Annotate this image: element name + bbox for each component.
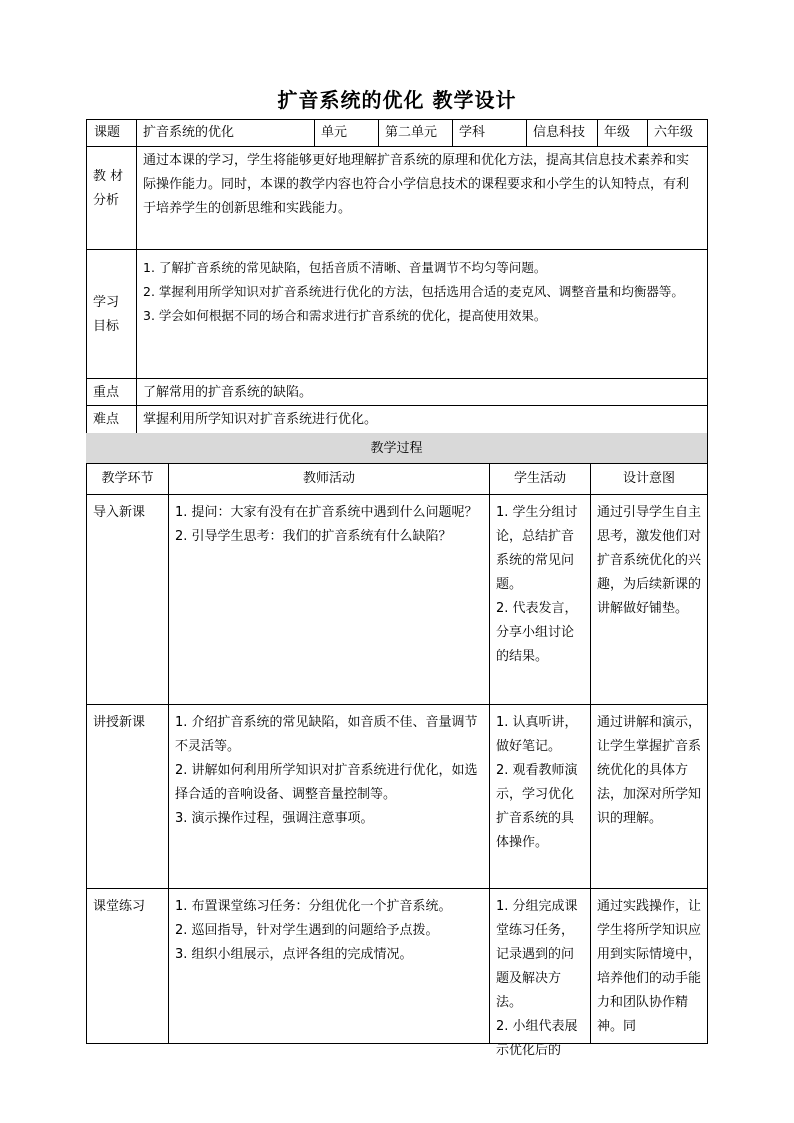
student-activity-cell [490,894,590,1058]
header-intent: 设计意图 [622,471,675,486]
teacher-activity-item: 1. 布置课堂练习任务：分组优化一个扩音系统。 [175,899,452,914]
learning-goal-item: 2. 掌握利用所学知识对扩音系统进行优化的方法，包括选用合适的麦克风、调整音量和均衡器等。 [143,284,684,299]
learning-goals-list [137,255,707,329]
subject-label: 学科 [459,125,486,140]
stage-cell: 课堂练习 [93,899,146,914]
student-activity-item: 1. 学生分组讨论，总结扩音系统的常见问题。 [496,505,578,592]
header-stage: 教学环节 [101,471,154,486]
student-activity-item: 2. 代表发言，分享小组讨论的结果。 [496,601,578,664]
material-analysis-text: 通过本课的学习，学生将能够更好地理解扩音系统的原理和优化方法，提高其信息技术素养和实际操作能力。同时，本课的教学内容也符合小学信息技术的课程要求和小学生的认知特点，有利于培养学生的创新思维和实践能力。 [143,153,690,216]
teacher-activity-item: 2. 讲解如何利用所学知识对扩音系统进行优化，如选择合适的音响设备、调整音量控制等。 [175,763,478,802]
teacher-activity-item: 2. 引导学生思考：我们的扩音系统有什么缺陷？ [175,529,452,544]
grade-value: 六年级 [654,125,694,140]
student-activity-item: 2. 小组代表展示优化后的 [496,1019,578,1058]
key-point-text: 了解常用的扩音系统的缺陷。 [143,385,313,400]
learning-goals-label-line2: 目标 [93,319,120,334]
student-activity-cell [490,710,590,856]
learning-goals-label-line1: 学习 [93,295,120,310]
material-analysis-label-line1: 教 材 [93,169,124,184]
teacher-activity-item: 3. 演示操作过程，强调注意事项。 [175,811,374,826]
subject-value: 信息科技 [533,125,586,140]
learning-goal-item: 1. 了解扩音系统的常见缺陷，包括音质不清晰、音量调节不均匀等问题。 [143,260,547,275]
teacher-activity-item: 1. 提问：大家有没有在扩音系统中遇到什么问题呢？ [175,505,478,520]
grade-label: 年级 [604,125,631,140]
unit-label: 单元 [321,125,348,140]
stage-cell: 讲授新课 [93,715,146,730]
process-title: 教学过程 [370,440,423,456]
learning-goal-item: 3. 学会如何根据不同的场合和需求进行扩音系统的优化，提高使用效果。 [143,308,547,323]
material-analysis-label [87,165,136,213]
page-title: 扩音系统的优化 教学设计 [277,88,517,112]
design-intent-cell: 通过实践操作，让学生将所学知识应用到实际情境中，培养他们的动手能力和团队协作精神。同 [597,899,702,1034]
teacher-activity-item: 2. 巡回指导，针对学生遇到的问题给予点拨。 [175,923,439,938]
topic-label: 课题 [94,125,121,140]
header-student: 学生活动 [513,471,566,486]
difficulty-label: 难点 [93,412,120,427]
topic-value: 扩音系统的优化 [143,125,235,140]
teacher-activity-item: 1. 介绍扩音系统的常见缺陷，如音质不佳、音量调节不灵活等。 [175,715,478,754]
key-point-label: 重点 [93,385,120,400]
teacher-activity-cell [169,710,489,832]
teacher-activity-cell [169,500,489,550]
learning-goals-label [87,291,136,339]
design-intent-cell: 通过讲解和演示，让学生掌握扩音系统优化的具体方法，加深对所学知识的理解。 [597,715,702,826]
teacher-activity-cell [169,894,489,968]
student-activity-item: 1. 认真听讲，做好笔记。 [496,715,578,754]
header-teacher: 教师活动 [302,471,355,486]
material-analysis-label-line2: 分析 [93,193,120,208]
stage-cell: 导入新课 [93,505,146,520]
difficulty-text: 掌握利用所学知识对扩音系统进行优化。 [143,412,378,427]
teacher-activity-item: 3. 组织小组展示，点评各组的完成情况。 [175,947,413,962]
student-activity-item: 1. 分组完成课堂练习任务，记录遇到的问题及解决方法。 [496,899,578,1010]
student-activity-item: 2. 观看教师演示，学习优化扩音系统的具体操作。 [496,763,578,850]
student-activity-cell [490,500,590,670]
unit-value: 第二单元 [385,125,438,140]
design-intent-cell: 通过引导学生自主思考，激发他们对扩音系统优化的兴趣，为后续新课的讲解做好铺垫。 [597,505,702,616]
